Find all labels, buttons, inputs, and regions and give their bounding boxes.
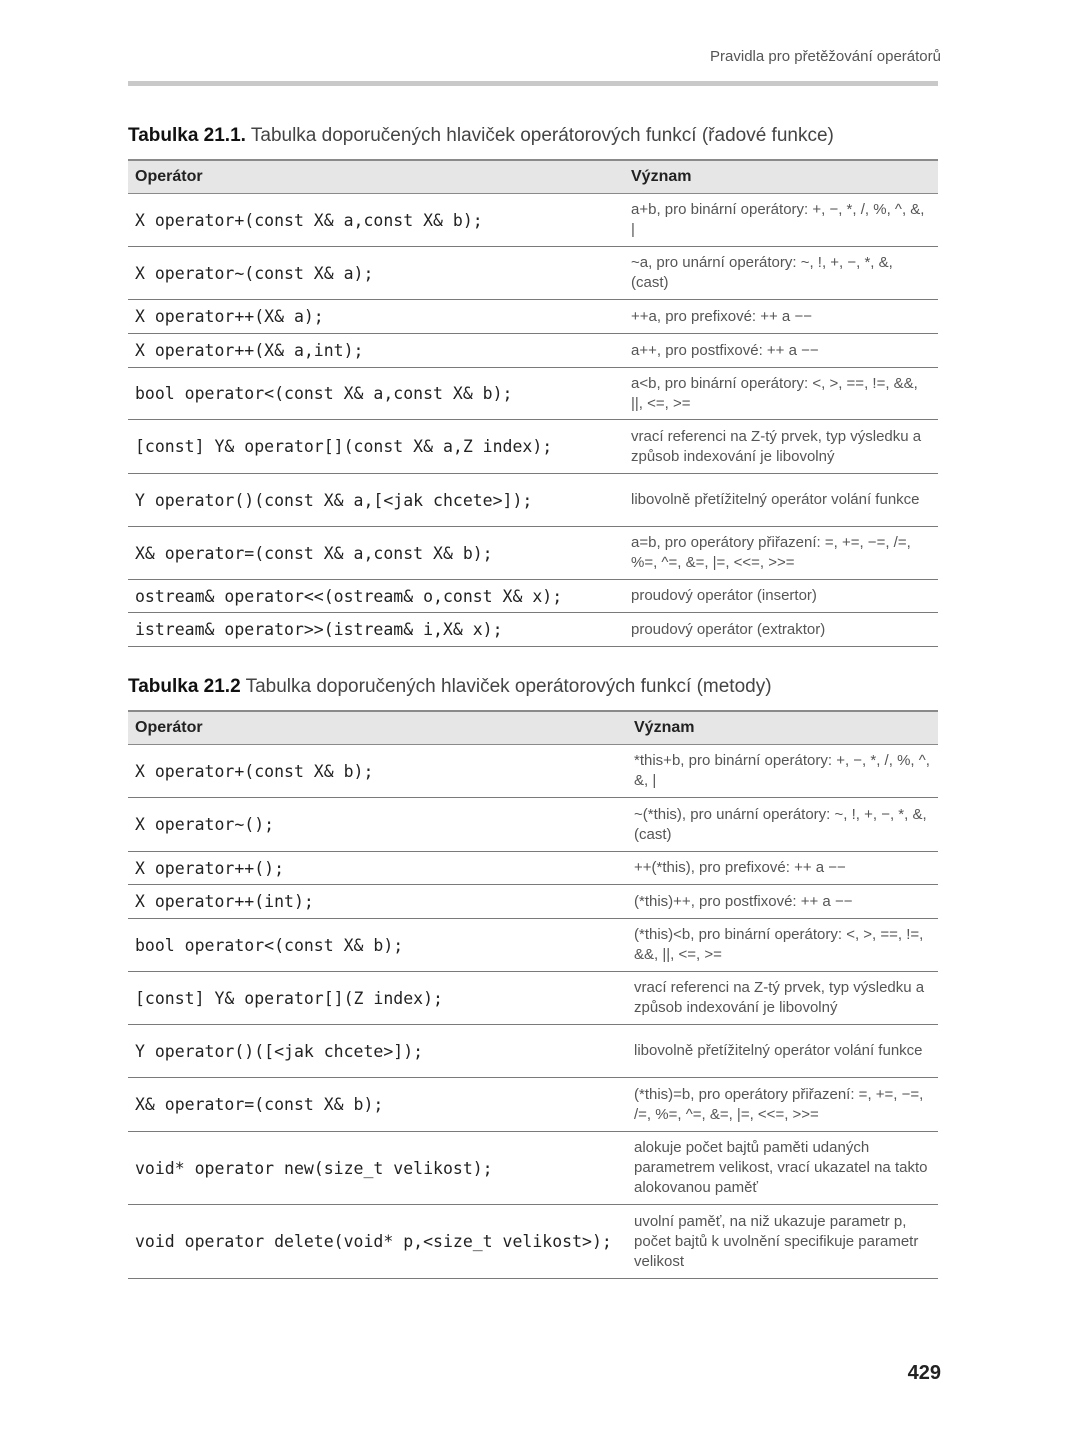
operator-table-methods [128, 710, 938, 1279]
column-header-operator: Operátor [128, 160, 624, 194]
table-2-caption-text: Tabulka doporučených hlaviček operátorových funkcí (metody) [245, 676, 772, 697]
operator-meaning: alokuje počet bajtů paměti udaných parametrem velikost, vrací ukazatel na takto alokovanou paměť [627, 1132, 938, 1205]
operator-signature: void operator delete(void* p,<size_t velikost>); [128, 1205, 627, 1279]
operator-meaning: a=b, pro operátory přiřazení: =, +=, −=, /=, %=, ^=, &=, |=, <<=, >>= [624, 527, 938, 580]
operator-meaning: libovolně přetížitelný operátor volání funkce [627, 1025, 938, 1078]
operator-meaning: proudový operátor (extraktor) [624, 613, 938, 647]
header-rule [128, 81, 938, 86]
operator-signature: ostream& operator<<(ostream& o,const X& x); [128, 580, 624, 613]
table-row [128, 247, 938, 300]
operator-meaning: a++, pro postfixové: ++ a −− [624, 334, 938, 368]
table-row [128, 972, 938, 1025]
table-1-caption-text: Tabulka doporučených hlaviček operátorových funkcí (řadové funkce) [250, 125, 834, 146]
table-1-caption [128, 125, 834, 147]
table-row [128, 745, 938, 798]
operator-signature: X operator+(const X& a,const X& b); [128, 194, 624, 247]
operator-meaning: (*this)=b, pro operátory přiřazení: =, +=, −=, /=, %=, ^=, &=, |=, <<=, >>= [627, 1078, 938, 1132]
operator-meaning: ++a, pro prefixové: ++ a −− [624, 300, 938, 334]
operator-meaning: a+b, pro binární operátory: +, −, *, /, %, ^, &, | [624, 194, 938, 247]
operator-meaning: ~a, pro unární operátory: ~, !, +, −, *, &, (cast) [624, 247, 938, 300]
table-row [128, 420, 938, 474]
table-row [128, 1078, 938, 1132]
operator-signature: X& operator=(const X& b); [128, 1078, 627, 1132]
operator-signature: [const] Y& operator[](Z index); [128, 972, 627, 1025]
operator-signature: X operator++(); [128, 852, 627, 885]
operator-signature: X& operator=(const X& a,const X& b); [128, 527, 624, 580]
table-row [128, 527, 938, 580]
operator-signature: X operator~(const X& a); [128, 247, 624, 300]
operator-meaning: a<b, pro binární operátory: <, >, ==, !=, &&, ||, <=, >= [624, 368, 938, 420]
table-2-caption [128, 676, 772, 698]
table-row [128, 798, 938, 852]
column-header-meaning: Význam [627, 711, 938, 745]
operator-meaning: (*this)<b, pro binární operátory: <, >, ==, !=, &&, ||, <=, >= [627, 919, 938, 972]
operator-signature: bool operator<(const X& a,const X& b); [128, 368, 624, 420]
table-row [128, 300, 938, 334]
operator-signature: X operator++(X& a,int); [128, 334, 624, 368]
operator-signature: istream& operator>>(istream& i,X& x); [128, 613, 624, 647]
operator-meaning: vrací referenci na Z-tý prvek, typ výsledku a způsob indexování je libovolný [624, 420, 938, 474]
column-header-operator: Operátor [128, 711, 627, 745]
table-2-caption-label: Tabulka 21.2 [128, 676, 241, 697]
running-head: Pravidla pro přetěžování operátorů [710, 48, 941, 65]
table-row [128, 1205, 938, 1279]
operator-meaning: uvolní paměť, na niž ukazuje parametr p, počet bajtů k uvolnění specifikuje parametr velikost [627, 1205, 938, 1279]
operator-meaning: vrací referenci na Z-tý prvek, typ výsledku a způsob indexování je libovolný [627, 972, 938, 1025]
table-row [128, 1132, 938, 1205]
operator-signature: void* operator new(size_t velikost); [128, 1132, 627, 1205]
operator-signature: [const] Y& operator[](const X& a,Z index); [128, 420, 624, 474]
operator-table-functions [128, 159, 938, 647]
operator-meaning: (*this)++, pro postfixové: ++ a −− [627, 885, 938, 919]
table-row [128, 580, 938, 613]
table-row [128, 474, 938, 527]
table-1-caption-label: Tabulka 21.1. [128, 125, 246, 146]
table-row [128, 885, 938, 919]
operator-signature: X operator++(int); [128, 885, 627, 919]
column-header-meaning: Význam [624, 160, 938, 194]
operator-meaning: ++(*this), pro prefixové: ++ a −− [627, 852, 938, 885]
operator-signature: X operator~(); [128, 798, 627, 852]
operator-signature: X operator++(X& a); [128, 300, 624, 334]
table-row [128, 1025, 938, 1078]
table-row [128, 852, 938, 885]
page-number: 429 [907, 1362, 941, 1384]
operator-meaning: proudový operátor (insertor) [624, 580, 938, 613]
table-row [128, 368, 938, 420]
table-row [128, 919, 938, 972]
operator-meaning: ~(*this), pro unární operátory: ~, !, +, −, *, &, (cast) [627, 798, 938, 852]
operator-meaning: *this+b, pro binární operátory: +, −, *, /, %, ^, &, | [627, 745, 938, 798]
operator-signature: bool operator<(const X& b); [128, 919, 627, 972]
table-row [128, 613, 938, 647]
operator-signature: X operator+(const X& b); [128, 745, 627, 798]
table-row [128, 194, 938, 247]
operator-signature: Y operator()([<jak chcete>]); [128, 1025, 627, 1078]
table-row [128, 334, 938, 368]
operator-meaning: libovolně přetížitelný operátor volání funkce [624, 474, 938, 527]
operator-signature: Y operator()(const X& a,[<jak chcete>]); [128, 474, 624, 527]
